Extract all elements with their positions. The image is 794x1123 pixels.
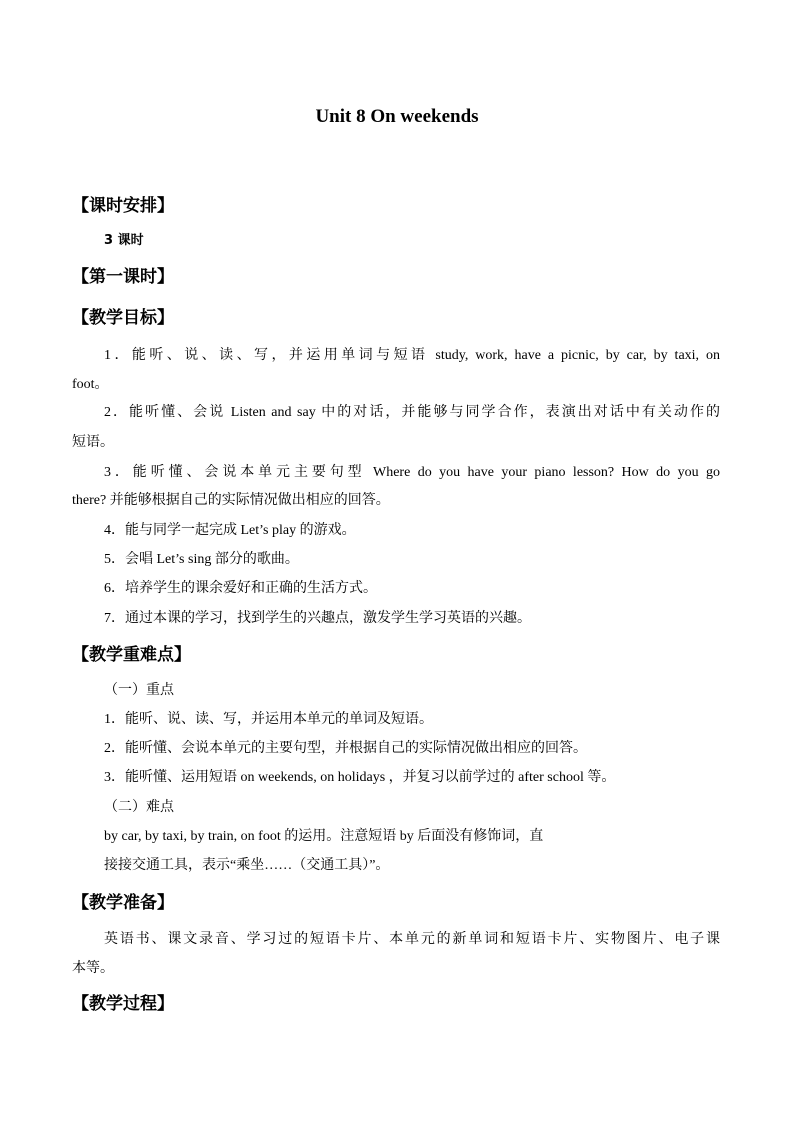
key-point-item-3: 3．能听懂、运用短语 on weekends, on holidays ，并复习以前学过的 after school 等。 — [104, 770, 616, 785]
objective-item-1: 1．能听、说、读、写，并运用单词与短语 study, work, have a picnic, by car, by taxi, on — [104, 348, 720, 363]
first-lesson-heading: 【第一课时】 — [72, 267, 174, 287]
preparation-line-1: 英语书、课文录音、学习过的短语卡片、本单元的新单词和短语卡片、实物图片、电子课 — [104, 932, 720, 947]
key-points-heading: 【教学重难点】 — [72, 645, 191, 665]
schedule-value: 3 课时 — [104, 233, 144, 248]
objective-item-1-cont: foot。 — [72, 377, 109, 392]
objective-item-7: 7．通过本课的学习，找到学生的兴趣点，激发学生学习英语的兴趣。 — [104, 611, 531, 626]
objectives-heading: 【教学目标】 — [72, 308, 174, 328]
document-title: Unit 8 On weekends — [315, 106, 479, 127]
preparation-line-2: 本等。 — [72, 961, 114, 976]
key-point-item-2: 2．能听懂、会说本单元的主要句型，并根据自己的实际情况做出相应的回答。 — [104, 741, 587, 756]
preparation-heading: 【教学准备】 — [72, 893, 174, 913]
objective-item-5: 5．会唱 Let’s sing 部分的歌曲。 — [104, 552, 299, 567]
difficulty-line-2: 接接交通工具，表示“乘坐……（交通工具）”。 — [104, 858, 390, 873]
objective-item-2: 2．能听懂、会说 Listen and say 中的对话，并能够与同学合作，表演出对话中有关动作的 — [104, 405, 720, 420]
objective-item-3: 3．能听懂、会说本单元主要句型 Where do you have your piano lesson? How do you go — [104, 465, 720, 480]
schedule-heading: 【课时安排】 — [72, 196, 174, 216]
objective-item-6: 6．培养学生的课余爱好和正确的生活方式。 — [104, 581, 377, 596]
difficulty-subheading: （二）难点 — [104, 800, 174, 815]
key-points-subheading: （一）重点 — [104, 683, 174, 698]
process-heading: 【教学过程】 — [72, 994, 174, 1014]
objective-item-2-cont: 短语。 — [72, 435, 114, 450]
difficulty-line-1: by car, by taxi, by train, on foot 的运用。注意短语 by 后面没有修饰词，直 — [104, 829, 544, 844]
objective-item-4: 4．能与同学一起完成 Let’s play 的游戏。 — [104, 523, 356, 538]
objective-item-3-cont: there? 并能够根据自己的实际情况做出相应的回答。 — [72, 493, 390, 508]
key-point-item-1: 1．能听、说、读、写，并运用本单元的单词及短语。 — [104, 712, 433, 727]
